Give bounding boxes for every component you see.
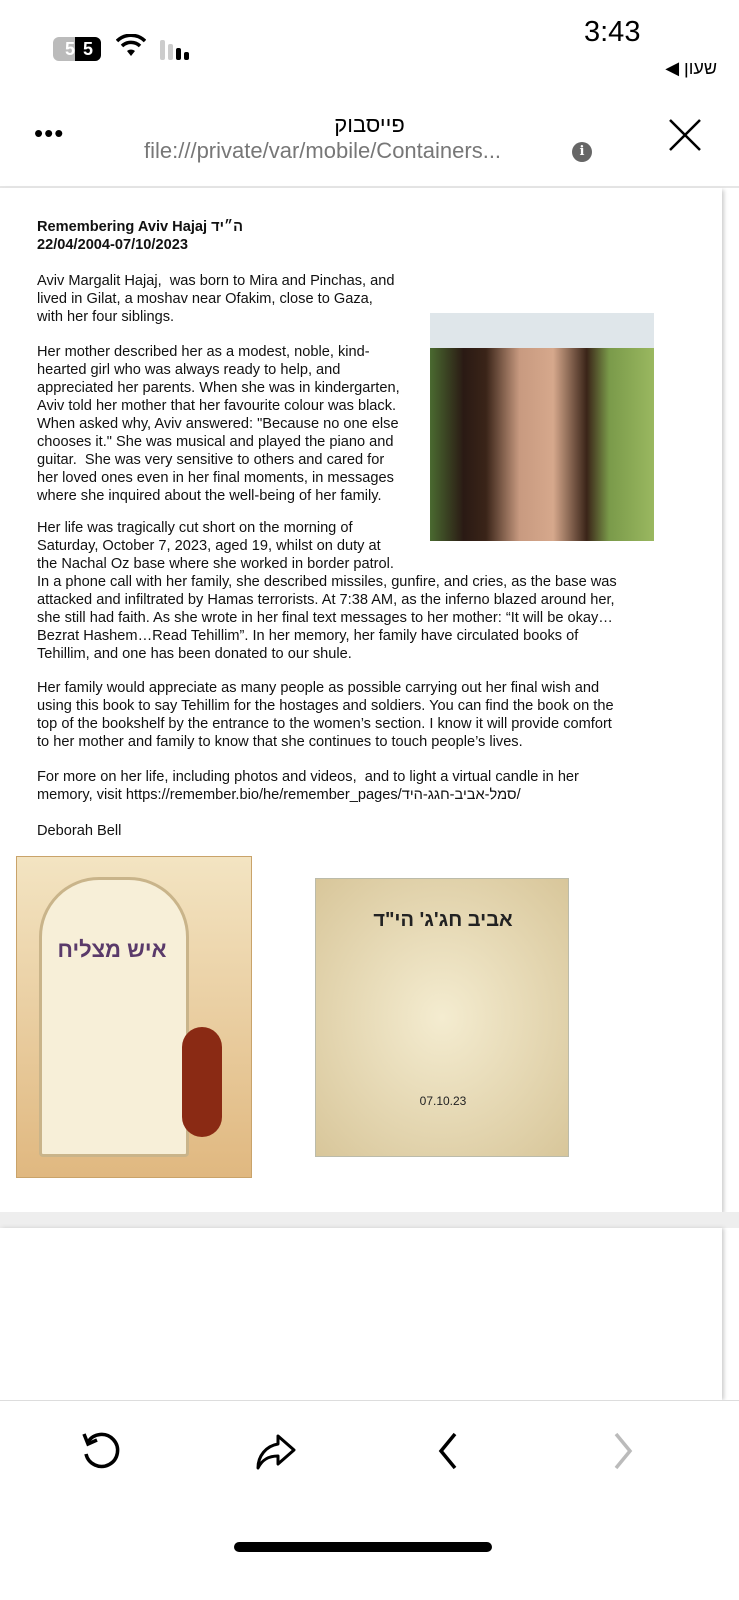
text-line: Bezrat Hashem…Read Tehillim”. In her memory, her family have circulated books of [37,628,579,644]
text-line: her loved ones even in her final moments, in messages [37,470,394,486]
text-line: top of the bookshelf by the entrance to the women’s section. I know it will provide comfort [37,716,612,732]
text-line: Saturday, October 7, 2023, aged 19, whilst on duty at [37,538,381,554]
paragraph-4 [37,679,614,751]
paragraph-1 [37,272,394,326]
chevron-right-icon [600,1428,646,1474]
text-line: Tehillim, and one has been donated to our shule. [37,646,352,662]
document-page-2[interactable] [0,1228,722,1400]
battery-digit: 5 [64,39,75,59]
home-indicator[interactable] [234,1542,492,1552]
text-line: Aviv told her mother that her favourite colour was black. [37,398,397,414]
more-button[interactable]: ••• [34,118,65,148]
forward-button[interactable] [598,1428,648,1486]
share-button[interactable] [250,1428,300,1486]
text-line: using this book to say Tehillim for the hostages and soldiers. You can find the book on the [37,698,614,714]
text-line: For more on her life, including photos and videos, and to light a virtual candle in her [37,769,579,785]
paragraph-5 [37,768,579,804]
text-line: In a phone call with her family, she described missiles, gunfire, and cries, as the base was [37,574,617,590]
text-line: appreciated her parents. When she was in kindergarten, [37,380,400,396]
text-line: Aviv Margalit Hajaj, was born to Mira and Pinchas, and [37,273,395,289]
text-line: hearted girl who was always ready to help, and [37,362,341,378]
reload-button[interactable] [76,1428,126,1486]
text-line: memory, visit [37,787,126,803]
text-line: chooses it." She was musical and played the piano and [37,434,394,450]
violin-image [182,1027,222,1137]
text-line: lived in Gilat, a moshav near Ofakim, close to Gaza, [37,291,373,307]
tehillim-book-cover-image [16,856,252,1178]
reload-icon [78,1428,124,1474]
clock: 3:43 [584,16,641,48]
url-label: file:///private/var/mobile/Containers... [144,138,502,163]
memorial-dedication-image [315,878,569,1157]
portrait-photo [430,313,654,541]
text-line: Her life was tragically cut short on the morning of [37,520,353,536]
page-title: פייסבוק [334,112,405,137]
text-line: to her mother and family to know that she continues to touch people’s lives. [37,734,523,750]
back-to-app-link[interactable]: ◀ שעון [665,58,717,78]
battery-indicator [53,37,101,61]
article-dates: 22/04/2004-07/10/2023 [37,237,188,253]
text-line: attacked and infiltrated by Hamas terrorists. At 7:38 AM, as the inferno blazed around her, [37,592,615,608]
text-line: When asked why, Aviv answered: "Because no one else [37,416,399,432]
text-line: with her four siblings. [37,309,175,325]
text-line: guitar. She was very sensitive to others and cared for [37,452,385,468]
text-line: Her mother described her as a modest, noble, kind- [37,344,370,360]
dedication-date: 07.10.23 [419,1094,467,1108]
share-icon [252,1428,298,1474]
close-icon [668,118,702,152]
remember-bio-link[interactable]: https://remember.bio/he/remember_pages/סמל-אביב-חגג-היד/ [125,787,521,803]
cell-signal-icon [160,40,189,60]
page-gap [0,1212,739,1228]
dedication-name: אביב חג'ג' הי"ד [373,909,513,931]
text-line: Her family would appreciate as many people as possible carrying out her final wish and [37,680,600,696]
wifi-icon [116,34,146,65]
back-button[interactable] [423,1428,473,1486]
text-line: the Nachal Oz base where she worked in border patrol. [37,556,394,572]
signature: Deborah Bell [37,823,122,839]
battery-digit: 5 [75,37,101,61]
chevron-left-icon [425,1428,471,1474]
text-line: she still had faith. As she wrote in her final text messages to her mother: “It will be okay… [37,610,613,626]
info-icon[interactable]: i [572,142,592,162]
book-title: איש מצליח [57,937,167,962]
paragraph-2 [37,343,400,505]
close-button[interactable] [668,118,702,159]
text-line: where she inquired about the well-being of her family. [37,488,382,504]
article-heading: Remembering Aviv Hajaj ה״יד [37,219,243,235]
